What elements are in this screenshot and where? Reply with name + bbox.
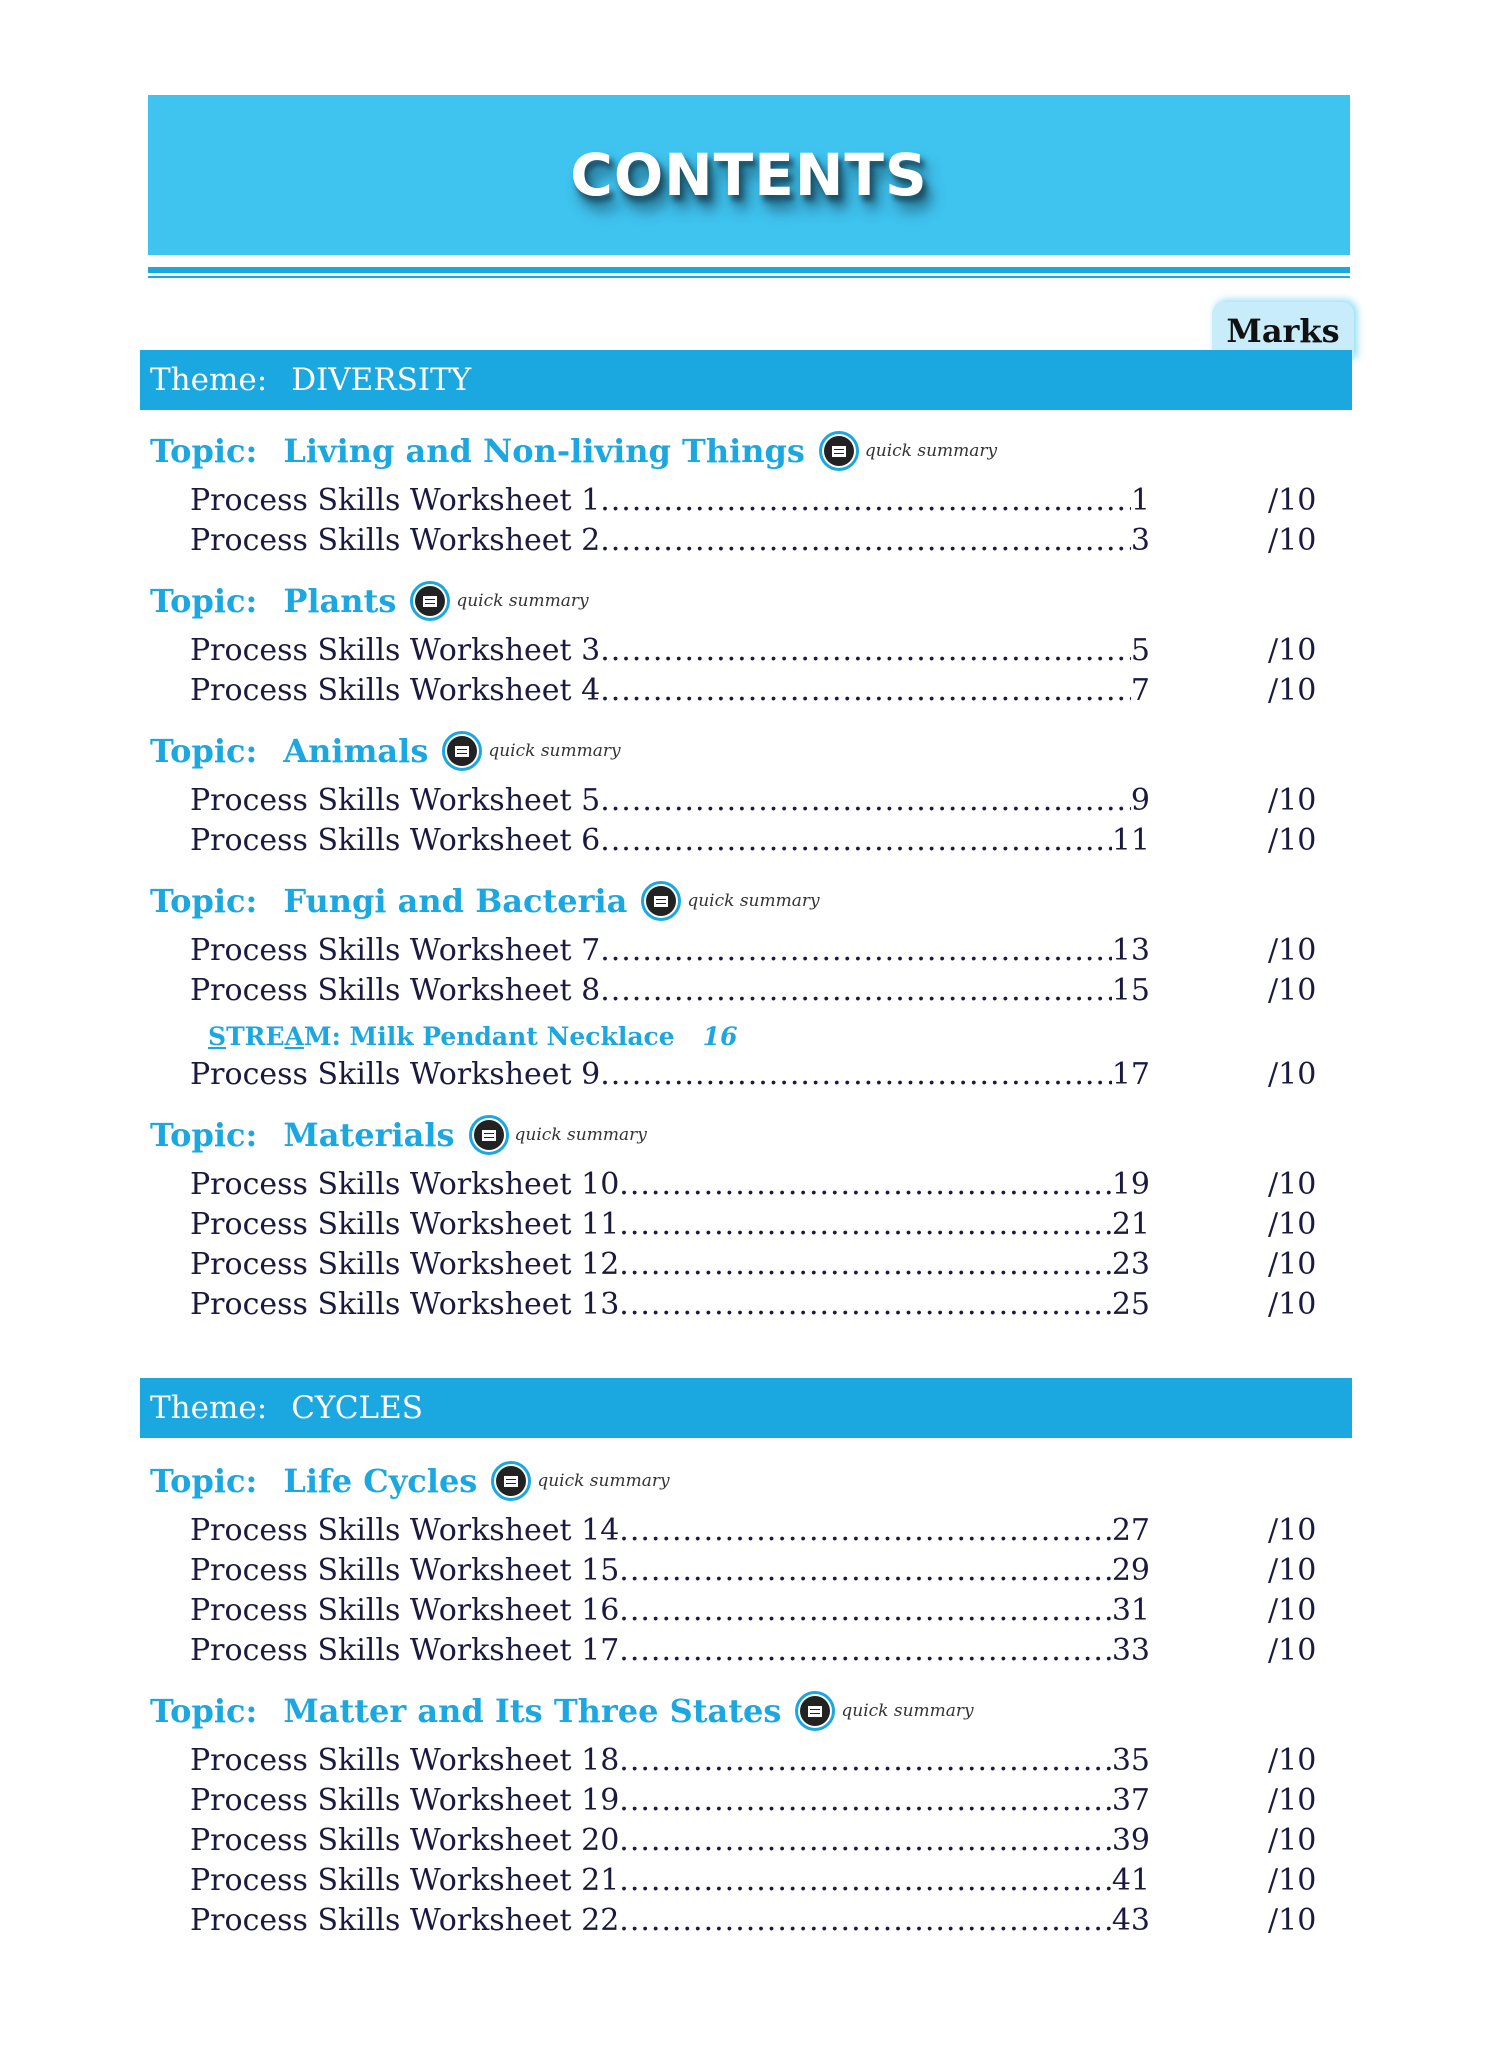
- marks-value: /10: [1268, 1783, 1317, 1818]
- worksheet-entry[interactable]: [190, 628, 1150, 668]
- topic-name: Materials: [283, 1116, 455, 1154]
- topic-name: Living and Non-living Things: [283, 432, 805, 470]
- quick-summary-label: quick summary: [514, 1125, 647, 1145]
- marks-value: /10: [1268, 1863, 1317, 1898]
- marks-value: /10: [1268, 1593, 1317, 1628]
- theme-bar-cycles: [140, 1378, 1352, 1438]
- worksheet-title: Process Skills Worksheet 11: [190, 1207, 620, 1242]
- worksheet-title: Process Skills Worksheet 10: [190, 1167, 620, 1202]
- worksheet-title: Process Skills Worksheet 20: [190, 1823, 620, 1858]
- page-number: 1: [1130, 483, 1150, 518]
- worksheet-title: Process Skills Worksheet 5: [190, 783, 601, 818]
- page-number: 25: [1111, 1287, 1150, 1322]
- topic-label: Topic:: [150, 1462, 258, 1500]
- worksheet-entry[interactable]: [190, 1778, 1150, 1818]
- theme-label: Theme:: [150, 1390, 268, 1426]
- worksheet-title: Process Skills Worksheet 1: [190, 483, 601, 518]
- topic-label: Topic:: [150, 1692, 258, 1730]
- worksheet-entry[interactable]: [190, 1162, 1150, 1202]
- worksheet-entry[interactable]: [190, 1282, 1150, 1322]
- quick-summary-label: quick summary: [864, 441, 998, 461]
- topic-label: Topic:: [150, 432, 258, 470]
- worksheet-title: Process Skills Worksheet 17: [190, 1633, 620, 1668]
- worksheet-entry[interactable]: [190, 1202, 1150, 1242]
- marks-value: /10: [1268, 1057, 1317, 1092]
- header-banner: [148, 95, 1350, 255]
- worksheet-entry[interactable]: [190, 1052, 1150, 1092]
- page-number: 9: [1130, 783, 1150, 818]
- topic-name: Fungi and Bacteria: [283, 882, 628, 920]
- topic-label: Topic:: [150, 1116, 258, 1154]
- worksheet-title: Process Skills Worksheet 15: [190, 1553, 620, 1588]
- theme-label: Theme:: [150, 362, 268, 398]
- topic-name: Matter and Its Three States: [283, 1692, 782, 1730]
- quick-summary-icon[interactable]: [410, 581, 450, 621]
- marks-value: /10: [1268, 1513, 1317, 1548]
- page-number: 11: [1111, 823, 1150, 858]
- quick-summary-icon[interactable]: [442, 731, 482, 771]
- marks-value: /10: [1268, 633, 1317, 668]
- marks-value: /10: [1268, 823, 1317, 858]
- worksheet-title: Process Skills Worksheet 19: [190, 1783, 620, 1818]
- quick-summary-label: quick summary: [456, 591, 589, 611]
- quick-summary-label: quick summary: [841, 1701, 974, 1721]
- quick-summary-label: quick summary: [537, 1471, 670, 1491]
- worksheet-title: Process Skills Worksheet 12: [190, 1247, 620, 1282]
- worksheet-entry[interactable]: [190, 1588, 1150, 1628]
- quick-summary-icon[interactable]: [491, 1461, 531, 1501]
- worksheet-entry[interactable]: [190, 1242, 1150, 1282]
- worksheet-title: Process Skills Worksheet 18: [190, 1743, 620, 1778]
- theme-name: DIVERSITY: [291, 362, 472, 398]
- marks-value: /10: [1268, 1247, 1317, 1282]
- worksheet-entry[interactable]: [190, 818, 1150, 858]
- topic-label: Topic:: [150, 732, 258, 770]
- marks-value: /10: [1268, 933, 1317, 968]
- theme-name: CYCLES: [291, 1390, 423, 1426]
- marks-value: /10: [1268, 1633, 1317, 1668]
- worksheet-title: Process Skills Worksheet 13: [190, 1287, 620, 1322]
- stream-page-number: 16: [702, 1021, 738, 1051]
- marks-value: /10: [1268, 973, 1317, 1008]
- worksheet-entry[interactable]: [190, 668, 1150, 708]
- worksheet-title: Process Skills Worksheet 16: [190, 1593, 620, 1628]
- marks-value: /10: [1268, 1287, 1317, 1322]
- topic-name: Animals: [283, 732, 429, 770]
- worksheet-title: Process Skills Worksheet 9: [190, 1057, 601, 1092]
- topic-name: Plants: [283, 582, 397, 620]
- worksheet-entry[interactable]: [190, 928, 1150, 968]
- worksheet-title: Process Skills Worksheet 4: [190, 673, 601, 708]
- page-number: 31: [1111, 1593, 1150, 1628]
- page-number: 15: [1111, 973, 1150, 1008]
- page-number: 13: [1111, 933, 1150, 968]
- worksheet-title: Process Skills Worksheet 7: [190, 933, 601, 968]
- worksheet-title: Process Skills Worksheet 6: [190, 823, 601, 858]
- topic-fungi-and-bacteria[interactable]: [150, 876, 820, 926]
- topic-label: Topic:: [150, 882, 258, 920]
- marks-column-header: Marks: [1212, 302, 1354, 360]
- page-number: 39: [1111, 1823, 1150, 1858]
- worksheet-title: Process Skills Worksheet 21: [190, 1863, 620, 1898]
- topic-animals[interactable]: [150, 726, 621, 776]
- marks-value: /10: [1268, 1903, 1317, 1938]
- marks-value: /10: [1268, 673, 1317, 708]
- page-title: CONTENTS: [570, 141, 928, 209]
- marks-value: /10: [1268, 1823, 1317, 1858]
- worksheet-title: Process Skills Worksheet 22: [190, 1903, 620, 1938]
- worksheet-entry[interactable]: [190, 1858, 1150, 1898]
- theme-bar-diversity: [140, 350, 1352, 410]
- worksheet-entry[interactable]: [190, 1738, 1150, 1778]
- worksheet-entry[interactable]: [190, 968, 1150, 1008]
- topic-matter-and-its-three-states[interactable]: [150, 1686, 974, 1736]
- worksheet-title: Process Skills Worksheet 8: [190, 973, 601, 1008]
- page-number: 7: [1130, 673, 1150, 708]
- worksheet-entry[interactable]: [190, 1548, 1150, 1588]
- page-number: 23: [1111, 1247, 1150, 1282]
- topic-materials[interactable]: [150, 1110, 647, 1160]
- worksheet-title: Process Skills Worksheet 2: [190, 523, 601, 558]
- page-number: 43: [1111, 1903, 1150, 1938]
- worksheet-entry[interactable]: [190, 778, 1150, 818]
- quick-summary-icon[interactable]: [795, 1691, 835, 1731]
- topic-plants[interactable]: [150, 576, 589, 626]
- worksheet-title: Process Skills Worksheet 3: [190, 633, 601, 668]
- page-number: 19: [1111, 1167, 1150, 1202]
- marks-value: /10: [1268, 783, 1317, 818]
- worksheet-entry[interactable]: [190, 1628, 1150, 1668]
- marks-value: /10: [1268, 1743, 1317, 1778]
- worksheet-entry[interactable]: [190, 1508, 1150, 1548]
- worksheet-entry[interactable]: [190, 518, 1150, 558]
- header-rule: [148, 267, 1350, 273]
- marks-value: /10: [1268, 1207, 1317, 1242]
- topic-life-cycles[interactable]: [150, 1456, 670, 1506]
- page-number: 33: [1111, 1633, 1150, 1668]
- marks-value: /10: [1268, 1167, 1317, 1202]
- page-number: 27: [1111, 1513, 1150, 1548]
- page-number: 37: [1111, 1783, 1150, 1818]
- worksheet-entry[interactable]: [190, 1818, 1150, 1858]
- page-number: 41: [1111, 1863, 1150, 1898]
- worksheet-entry[interactable]: [190, 1898, 1150, 1938]
- page-number: 21: [1111, 1207, 1150, 1242]
- quick-summary-label: quick summary: [488, 741, 621, 761]
- worksheet-entry[interactable]: [190, 478, 1150, 518]
- marks-value: /10: [1268, 1553, 1317, 1588]
- marks-value: /10: [1268, 523, 1317, 558]
- page-number: 35: [1111, 1743, 1150, 1778]
- topic-living-and-non-living-things[interactable]: [150, 426, 997, 476]
- topic-label: Topic:: [150, 582, 258, 620]
- quick-summary-icon[interactable]: [819, 431, 859, 471]
- page-number: 5: [1130, 633, 1150, 668]
- page-number: 29: [1111, 1553, 1150, 1588]
- stream-activity-link[interactable]: S TRE A M : Milk Pendant Necklace 16: [208, 1021, 738, 1051]
- worksheet-title: Process Skills Worksheet 14: [190, 1513, 620, 1548]
- marks-value: /10: [1268, 483, 1317, 518]
- header-rule-thin: [148, 276, 1350, 278]
- page-number: 17: [1111, 1057, 1150, 1092]
- quick-summary-icon[interactable]: [469, 1115, 509, 1155]
- stream-title: : Milk Pendant Necklace: [331, 1021, 675, 1051]
- page-number: 3: [1130, 523, 1150, 558]
- quick-summary-icon[interactable]: [641, 881, 681, 921]
- topic-name: Life Cycles: [283, 1462, 478, 1500]
- quick-summary-label: quick summary: [687, 891, 820, 911]
